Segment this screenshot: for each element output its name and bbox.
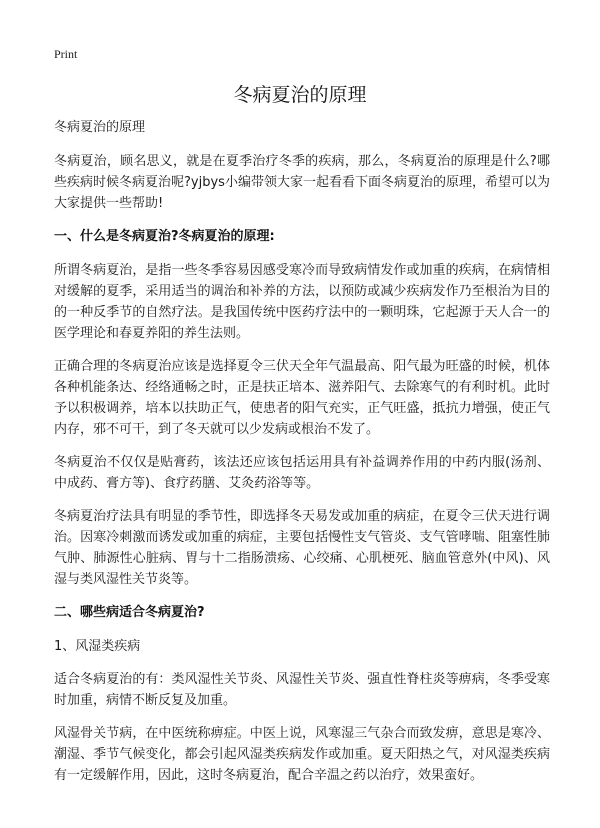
paragraph: 风湿骨关节病，在中医统称痹症。中医上说，风寒湿三气杂合而致发痹，意思是寒冷、潮湿、季节气候变化，都会引起风湿类疾病发作或加重。夏天阳热之气，对风湿类疾病有一定缓解作用，因此，这时冬病夏治，配合辛温之药以治疗，效果蛮好。	[54, 726, 550, 783]
paragraph: 所谓冬病夏治，是指一些冬季容易因感受寒冷而导致病情发作或加重的疾病，在病情相对缓解的夏季，采用适当的调治和补养的方法，以预防或减少疾病发作乃至根治为目的的一种反季节的自然疗法。是我国传统中医药疗法中的一颗明珠，它起源于天人合一的医学理论和春夏养阳的养生法则。	[54, 263, 550, 341]
page-title: 冬病夏治的原理	[233, 84, 367, 106]
article-body	[54, 117, 550, 798]
paragraph: 正确合理的冬病夏治应该是选择夏令三伏天全年气温最高、阳气最为旺盛的时候，机体各种机能条达、经络通畅之时，正是扶正培本、滋养阳气、去除寒气的有利时机。此时予以积极调养，培本以扶助正气，使患者的阳气充实，正气旺盛，抵抗力增强，使正气内存，邪不可干，到了冬天就可以少发病或根治不发了。	[54, 359, 550, 437]
paragraph: 冬病夏治疗法具有明显的季节性，即选择冬天易发或加重的病症，在夏令三伏天进行调治。因寒冷刺激而诱发或加重的病症，主要包括慢性支气管炎、支气管哮喘、阻塞性肺气肿、肺源性心脏病、胃与十二指肠溃疡、心绞痛、心肌梗死、脑血管意外(中风)、风湿与类风湿性关节炎等。	[54, 509, 550, 587]
print-link[interactable]: Print	[54, 47, 78, 61]
article-subtitle: 冬病夏治的原理	[54, 120, 146, 135]
paragraph: 冬病夏治不仅仅是贴膏药，该法还应该包括运用具有补益调养作用的中药内服(汤剂、中成药、膏方等)、食疗药膳、艾灸药浴等等。	[54, 455, 550, 491]
paragraph: 适合冬病夏治的有：类风湿性关节炎、风湿性关节炎、强直性脊柱炎等痹病，冬季受寒时加重，病情不断反复及加重。	[54, 672, 550, 708]
section-heading: 一、什么是冬病夏治?冬病夏治的原理:	[54, 229, 275, 244]
paragraph: 冬病夏治，顾名思义，就是在夏季治疗冬季的疾病，那么，冬病夏治的原理是什么?哪些疾病时候冬病夏治呢?yjbys小编带领大家一起看看下面冬病夏治的原理，希望可以为大家提供一些帮助!	[54, 154, 550, 211]
section-heading: 二、哪些病适合冬病夏治?	[54, 605, 205, 620]
list-subheading: 1、风湿类疾病	[54, 639, 141, 654]
